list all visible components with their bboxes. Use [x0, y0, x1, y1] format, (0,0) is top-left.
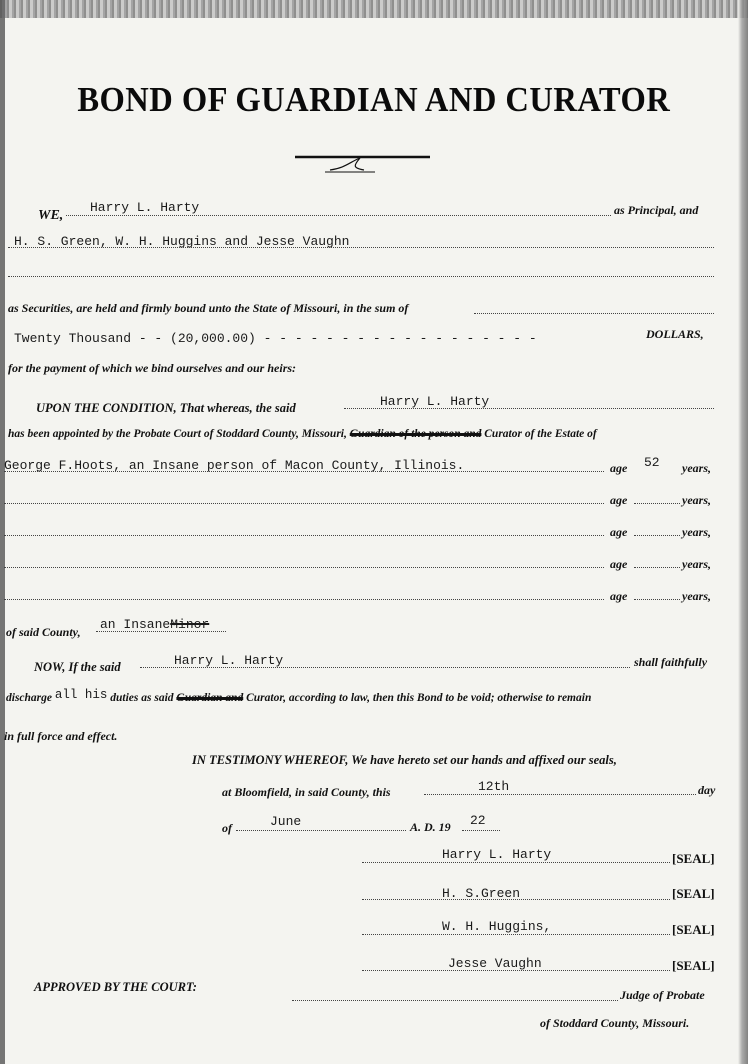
for-payment-text: for the payment of which we bind ourselves and our heirs:: [8, 361, 297, 375]
years-label: years,: [682, 525, 711, 539]
signature-4: Jesse Vaughn: [448, 956, 542, 971]
month-line: [236, 830, 406, 831]
scan-edge-top: [0, 0, 748, 18]
age-label: age: [610, 557, 628, 571]
ward-age: 52: [644, 455, 660, 470]
judge-signature-line: [292, 1000, 618, 1001]
signature-3: W. H. Huggins,: [442, 919, 552, 934]
seal-label-1: [SEAL]: [672, 851, 715, 866]
age-line: [634, 567, 680, 568]
scan-edge-left: [0, 0, 5, 1064]
day-label: day: [698, 783, 716, 797]
age-label: age: [610, 461, 628, 475]
seal-label-2: [SEAL]: [672, 886, 715, 901]
day-number: 12th: [478, 779, 510, 794]
securities-names: H. S. Green, W. H. Huggins and Jesse Vaughn: [14, 234, 350, 249]
bond-sum: Twenty Thousand - - (20,000.00) - - - - - - - - - - - - - - - - - -: [14, 331, 537, 346]
county-status-line: [96, 631, 226, 632]
signature-line-3: [362, 934, 670, 935]
seal-label-4: [SEAL]: [672, 958, 715, 973]
at-bloomfield-text: at Bloomfield, in said County, this: [222, 785, 391, 799]
approved-label: APPROVED BY THE COURT:: [34, 980, 197, 994]
of-stoddard-label: of Stoddard County, Missouri.: [540, 1016, 690, 1030]
discharge-all: all his: [54, 688, 108, 702]
signature-line-4: [362, 970, 670, 971]
we-label: WE,: [38, 208, 64, 223]
ward-description: George F.Hoots, an Insane person of Macon County, Illinois.: [4, 458, 465, 473]
age-line: [634, 535, 680, 536]
title-flourish-ornament: [290, 148, 440, 180]
age-label: age: [610, 525, 628, 539]
county-status-struck: Minor: [170, 617, 210, 632]
of-label: of: [222, 821, 232, 835]
years-label: years,: [682, 589, 711, 603]
dollars-label: DOLLARS,: [646, 327, 704, 341]
testimony-text: IN TESTIMONY WHEREOF, We have hereto set our hands and affixed our seals,: [192, 753, 617, 767]
signature-line-1: [362, 862, 670, 863]
years-label: years,: [682, 557, 711, 571]
discharge-text: discharge all his duties as said Guardian and Curator, according to law, then this Bond to be void; otherwise to remain: [6, 688, 592, 704]
securities-line-1: [8, 247, 714, 248]
signature-line-2: [362, 899, 670, 900]
principal-line: [66, 215, 611, 216]
appointed-text: has been appointed by the Probate Court of Stoddard County, Missouri, Guardian of the person and Curator of the Estate of: [8, 428, 597, 440]
age-line: [634, 503, 680, 504]
years-label: years,: [682, 493, 711, 507]
ward-line-blank: [4, 567, 604, 568]
now-name-line: [140, 667, 630, 668]
year-line: [462, 830, 500, 831]
day-line: [424, 794, 696, 795]
ward-line-blank: [4, 535, 604, 536]
ad-label: A. D. 19: [410, 820, 451, 834]
as-securities-text: as Securities, are held and firmly bound unto the State of Missouri, in the sum of: [8, 301, 409, 315]
principal-name: Harry L. Harty: [90, 200, 200, 215]
age-line: [634, 599, 680, 600]
securities-continuation-line: [474, 313, 714, 314]
duties-struck-text: Guardian and: [176, 692, 244, 704]
year: 22: [470, 813, 486, 828]
signature-2: H. S.Green: [442, 886, 521, 901]
now-if-text: NOW, If the said: [34, 660, 121, 674]
signature-1: Harry L. Harty: [442, 847, 552, 862]
document-title: BOND OF GUARDIAN AND CURATOR: [77, 80, 671, 119]
age-label: age: [610, 589, 628, 603]
ward-line: [4, 471, 604, 472]
ward-line-blank: [4, 503, 604, 504]
age-label: age: [610, 493, 628, 507]
shall-faithfully-label: shall faithfully: [634, 655, 708, 669]
as-principal-label: as Principal, and: [614, 203, 699, 217]
ward-line-blank: [4, 599, 604, 600]
years-label: years,: [682, 461, 711, 475]
upon-condition-text: UPON THE CONDITION, That whereas, the said: [36, 401, 296, 415]
securities-line-2: [8, 276, 714, 277]
full-force-text: in full force and effect.: [4, 729, 118, 743]
county-status: an InsaneMinor: [100, 617, 210, 632]
scan-edge-right: [738, 0, 748, 1064]
now-name: Harry L. Harty: [174, 653, 284, 668]
seal-label-3: [SEAL]: [672, 922, 715, 937]
appointed-struck-text: Guardian of the person and: [349, 428, 482, 440]
of-said-county-label: of said County,: [6, 625, 81, 639]
said-name-line: [344, 408, 714, 409]
judge-label: Judge of Probate: [620, 988, 705, 1002]
month: June: [270, 814, 302, 829]
said-name: Harry L. Harty: [380, 394, 490, 409]
